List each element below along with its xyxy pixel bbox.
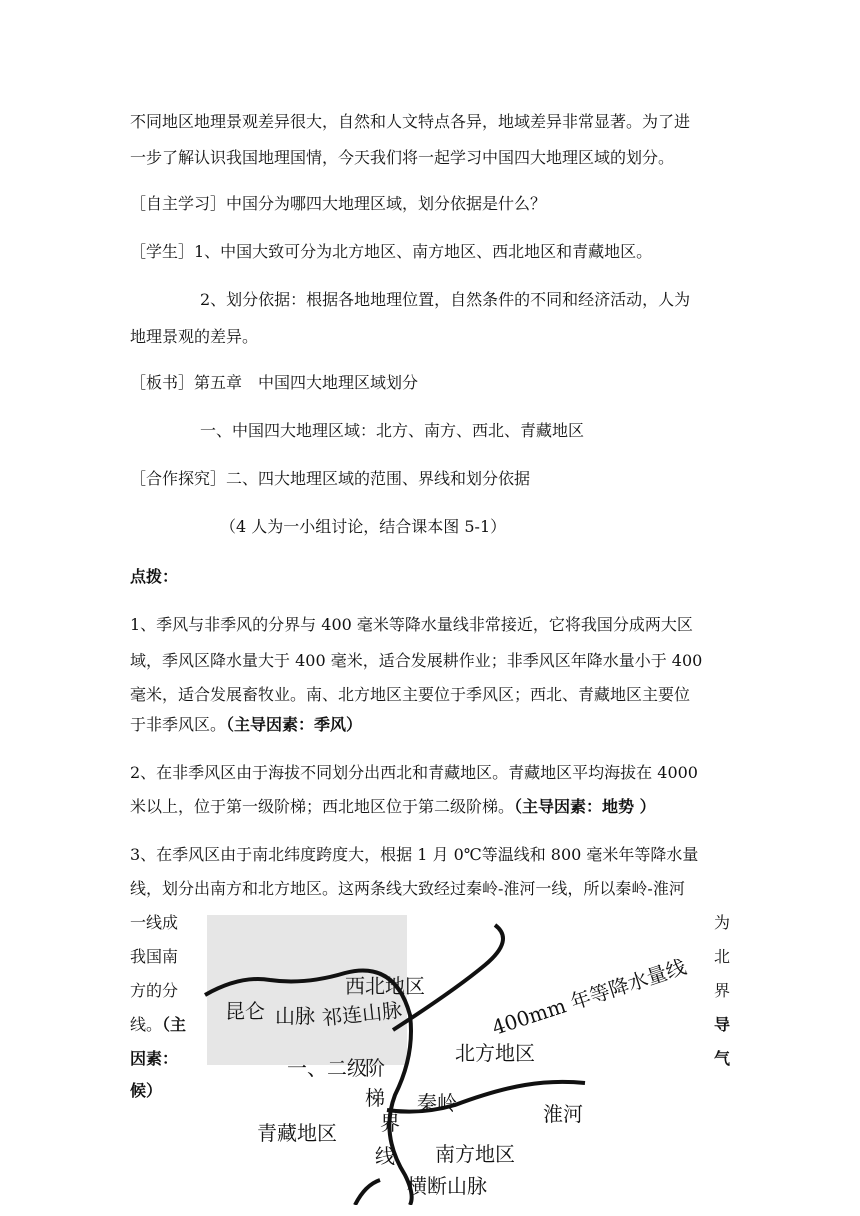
hint-1-line-4 (130, 715, 730, 735)
hint-3-line-1: 3、在季风区由于南北纬度跨度大，根据 1 月 0℃等温线和 800 毫米年等降水量 (130, 845, 699, 864)
para-intro-1: 不同地区地理景观差异很大，自然和人文特点各异，地域差异非常显著。为了进 (130, 112, 691, 131)
hint-1-factor: （主导因素：季风） (226, 715, 363, 734)
map-label-qinling: 秦岭 (417, 1091, 457, 1115)
hint-1-line-3: 毫米，适合发展畜牧业。南、北方地区主要位于季风区；西北、青藏地区主要位 (130, 685, 691, 704)
wrap-left-5: 因素： (130, 1049, 179, 1068)
hint-title: 点拨： (130, 567, 179, 586)
para-intro-2: 一步了解认识我国地理国情，今天我们将一起学习中国四大地理区域的划分。 (130, 148, 675, 167)
map-label-stair-3: 界 (380, 1111, 400, 1135)
map-label-qilian: 祁连山脉 (321, 997, 404, 1030)
hint-2-text: 米以上，位于第一级阶梯；西北地区位于第二级阶梯。 (130, 797, 515, 816)
map-label-hengduan: 横断山脉 (407, 1174, 487, 1198)
wrap-left-4-bold: （主 (162, 1015, 187, 1034)
wrap-right-4: 导 (714, 1015, 731, 1034)
answer-student-2: 2、划分依据：根据各地地理位置，自然条件的不同和经济活动，人为 (200, 290, 691, 309)
map-label-stair-1: 阶 (365, 1056, 385, 1080)
map-label-kunlun-mountains: 山脉 (275, 1004, 315, 1028)
board-chapter: ［板书］第五章 中国四大地理区域划分 (130, 373, 419, 392)
map-label-north: 北方地区 (455, 1041, 535, 1065)
map-label-stair-2: 梯 (365, 1086, 385, 1110)
hint-3-line-2: 线，划分出南方和北方地区。这两条线大致经过秦岭-淮河一线，所以秦岭-淮河 (130, 879, 685, 898)
hint-2-factor: （主导因素：地势 ） (514, 797, 656, 816)
map-label-steps: 一、二级 (287, 1056, 367, 1080)
coop-note: （4 人为一小组讨论，结合课本图 5-1） (220, 517, 507, 536)
wrap-right-2: 北 (714, 947, 731, 966)
wrap-right-5: 气 (714, 1049, 731, 1068)
map-label-qingzang: 青藏地区 (257, 1121, 337, 1145)
hint-1-text: 于非季风区。 (130, 715, 227, 734)
coop-explore: ［合作探究］二、四大地理区域的范围、界线和划分依据 (130, 469, 531, 488)
wrap-left-4-text: 线。 (130, 1015, 163, 1034)
map-label-huaihe: 淮河 (543, 1102, 583, 1126)
question-self-study: ［自主学习］中国分为哪四大地理区域，划分依据是什么？ (130, 194, 547, 213)
hengduan-curve (355, 1180, 380, 1205)
wrap-left-4 (130, 1015, 186, 1035)
map-label-northwest: 西北地区 (345, 974, 425, 998)
hint-1-line-2: 域，季风区降水量大于 400 毫米，适合发展耕作业；非季风区年降水量小于 400 (130, 651, 703, 670)
hint-2-line-1: 2、在非季风区由于海拔不同划分出西北和青藏地区。青藏地区平均海拔在 4000 (130, 763, 698, 782)
map-label-south: 南方地区 (435, 1142, 515, 1166)
wrap-left-2: 我国南 (130, 947, 179, 966)
answer-student-1: ［学生］1、中国大致可分为北方地区、南方地区、西北地区和青藏地区。 (130, 242, 653, 261)
wrap-left-1: 一线成 (130, 913, 179, 932)
hint-1-line-1: 1、季风与非季风的分界与 400 毫米等降水量线非常接近，它将我国分成两大区 (130, 615, 693, 634)
map-label-400mm-line: 400mm 年等降水量线 (489, 954, 690, 1040)
map-label-stair-4: 线 (375, 1144, 395, 1168)
wrap-right-3: 界 (714, 981, 731, 1000)
wrap-right-1: 为 (714, 913, 731, 932)
board-item-1: 一、中国四大地理区域：北方、南方、西北、青藏地区 (200, 421, 585, 440)
hint-2-line-2 (130, 797, 730, 817)
map-label-kunlun: 昆仑 (225, 999, 265, 1023)
wrap-left-6: 候） (130, 1081, 163, 1100)
region-division-map (195, 905, 695, 1205)
answer-student-2-cont: 地理景观的差异。 (130, 327, 259, 346)
wrap-left-3: 方的分 (130, 981, 179, 1000)
